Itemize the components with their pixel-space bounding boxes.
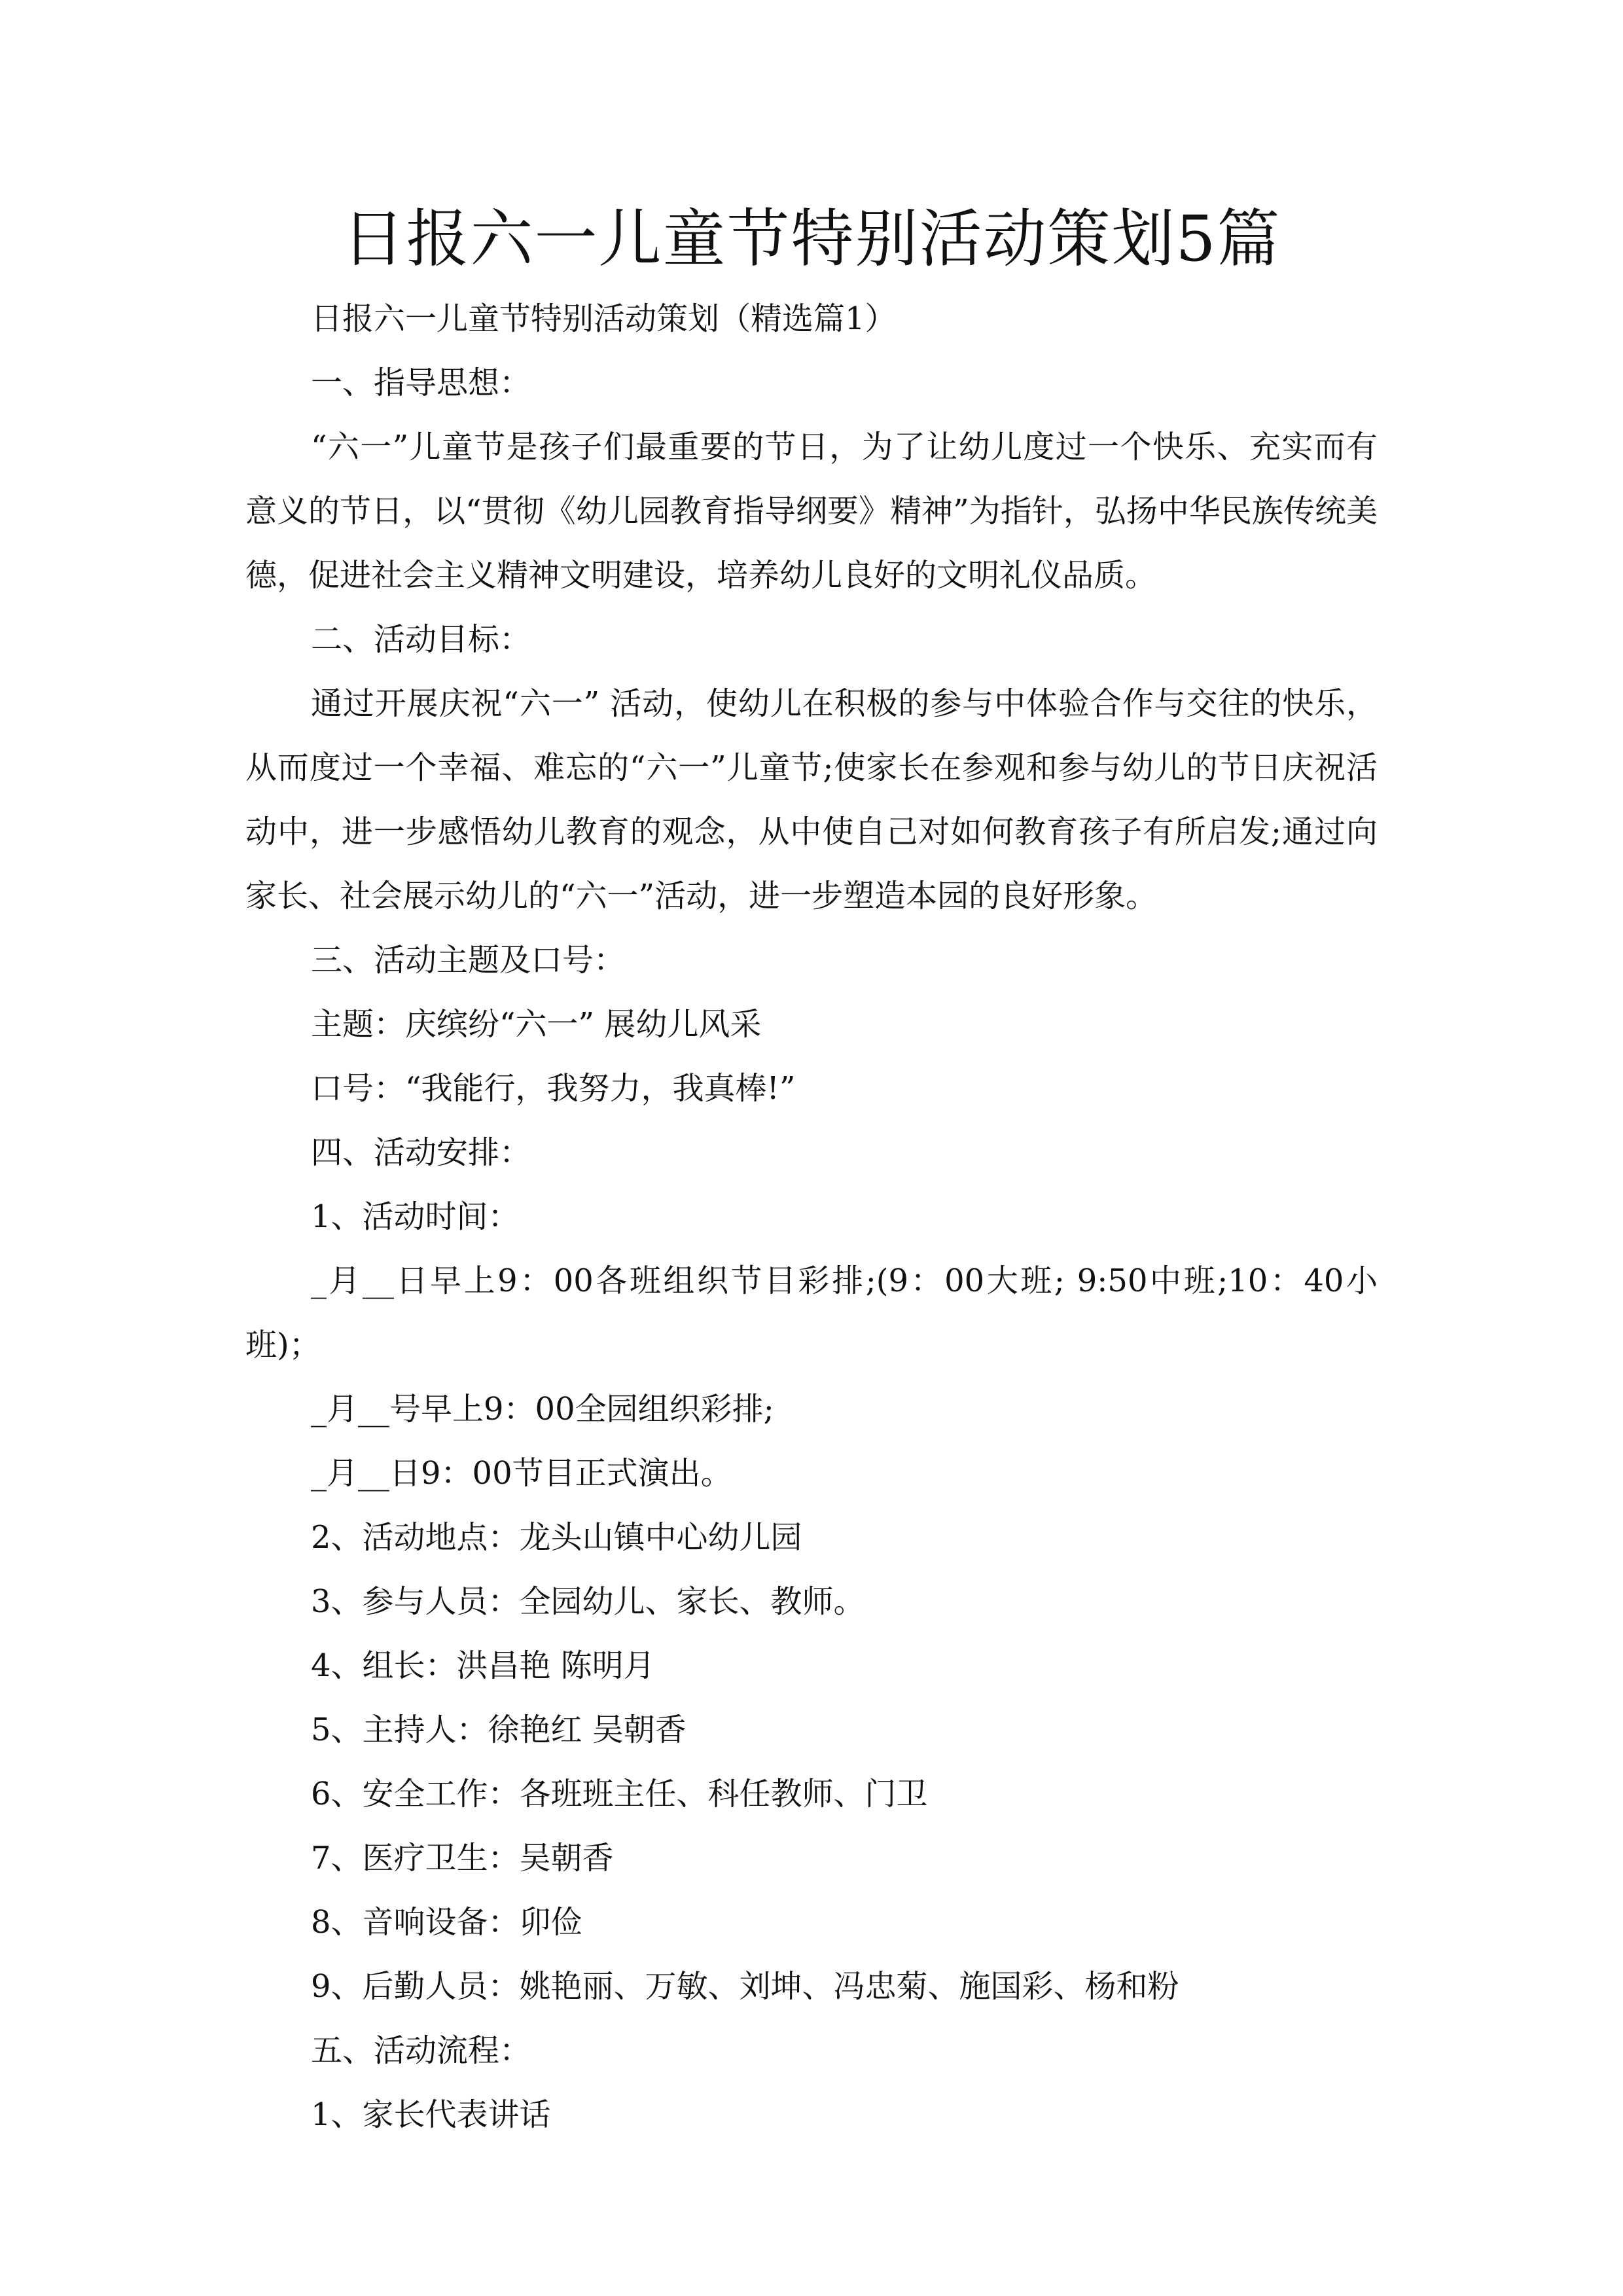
subtitle-paragraph: 日报六一儿童节特别活动策划（精选篇1） [311, 300, 897, 337]
list-item-safety: 6、安全工作：各班班主任、科任教师、门卫 [311, 1776, 928, 1812]
section-heading-theme-slogan: 三、活动主题及口号： [311, 942, 626, 978]
list-item-hosts: 5、主持人：徐艳红 吴朝香 [311, 1712, 687, 1748]
section-heading-guiding-ideology: 一、指导思想： [311, 365, 531, 401]
paragraph-theme: 主题：庆缤纷“六一” 展幼儿风采 [311, 1006, 762, 1043]
section-heading-arrangement: 四、活动安排： [311, 1134, 531, 1171]
list-item-medical: 7、医疗卫生：吴朝香 [311, 1840, 614, 1876]
list-item-participants: 3、参与人员：全园幼儿、家长、教师。 [311, 1583, 865, 1620]
list-item-logistics: 9、后勤人员：姚艳丽、万敏、刘坤、冯忠菊、施国彩、杨和粉 [311, 1968, 1179, 2005]
document-title: 日报六一儿童节特别活动策划5篇 [342, 202, 1281, 276]
document-body [245, 287, 1378, 2147]
section-heading-process: 五、活动流程： [311, 2032, 531, 2069]
schedule-line-performance: _月__日9：00节目正式演出。 [311, 1455, 732, 1492]
list-item-audio: 8、音响设备：卯俭 [311, 1904, 582, 1941]
list-item-location: 2、活动地点：龙头山镇中心幼儿园 [311, 1519, 802, 1556]
paragraph-guiding-ideology: “六一”儿童节是孩子们最重要的节日，为了让幼儿度过一个快乐、充实而有意义的节日，以“贯彻《幼儿园教育指导纲要》精神”为指针，弘扬中华民族传统美德，促进社会主义精神文明建设，培养幼儿良好的文明礼仪品质。 [245, 429, 1378, 594]
list-item-parent-speech: 1、家长代表讲话 [311, 2096, 551, 2133]
paragraph-activity-goals: 通过开展庆祝“六一” 活动，使幼儿在积极的参与中体验合作与交往的快乐，从而度过一个幸福、难忘的“六一”儿童节;使家长在参观和参与幼儿的节日庆祝活动中，进一步感悟幼儿教育的观念，从中使自己对如何教育孩子有所启发;通过向家长、社会展示幼儿的“六一”活动，进一步塑造本园的良好形象。 [245, 685, 1378, 914]
list-item-leaders: 4、组长：洪昌艳 陈明月 [311, 1647, 655, 1684]
paragraph-slogan: 口号：“我能行，我努力，我真棒!” [311, 1070, 796, 1107]
schedule-line-rehearsal-classes: _月__日早上9：00各班组织节目彩排;(9：00大班; 9:50中班;10：40小班)； [245, 1263, 1378, 1363]
section-heading-activity-goals: 二、活动目标： [311, 621, 531, 658]
list-item-activity-time: 1、活动时间： [311, 1198, 520, 1235]
schedule-line-rehearsal-whole: _月__号早上9：00全园组织彩排; [311, 1391, 774, 1427]
